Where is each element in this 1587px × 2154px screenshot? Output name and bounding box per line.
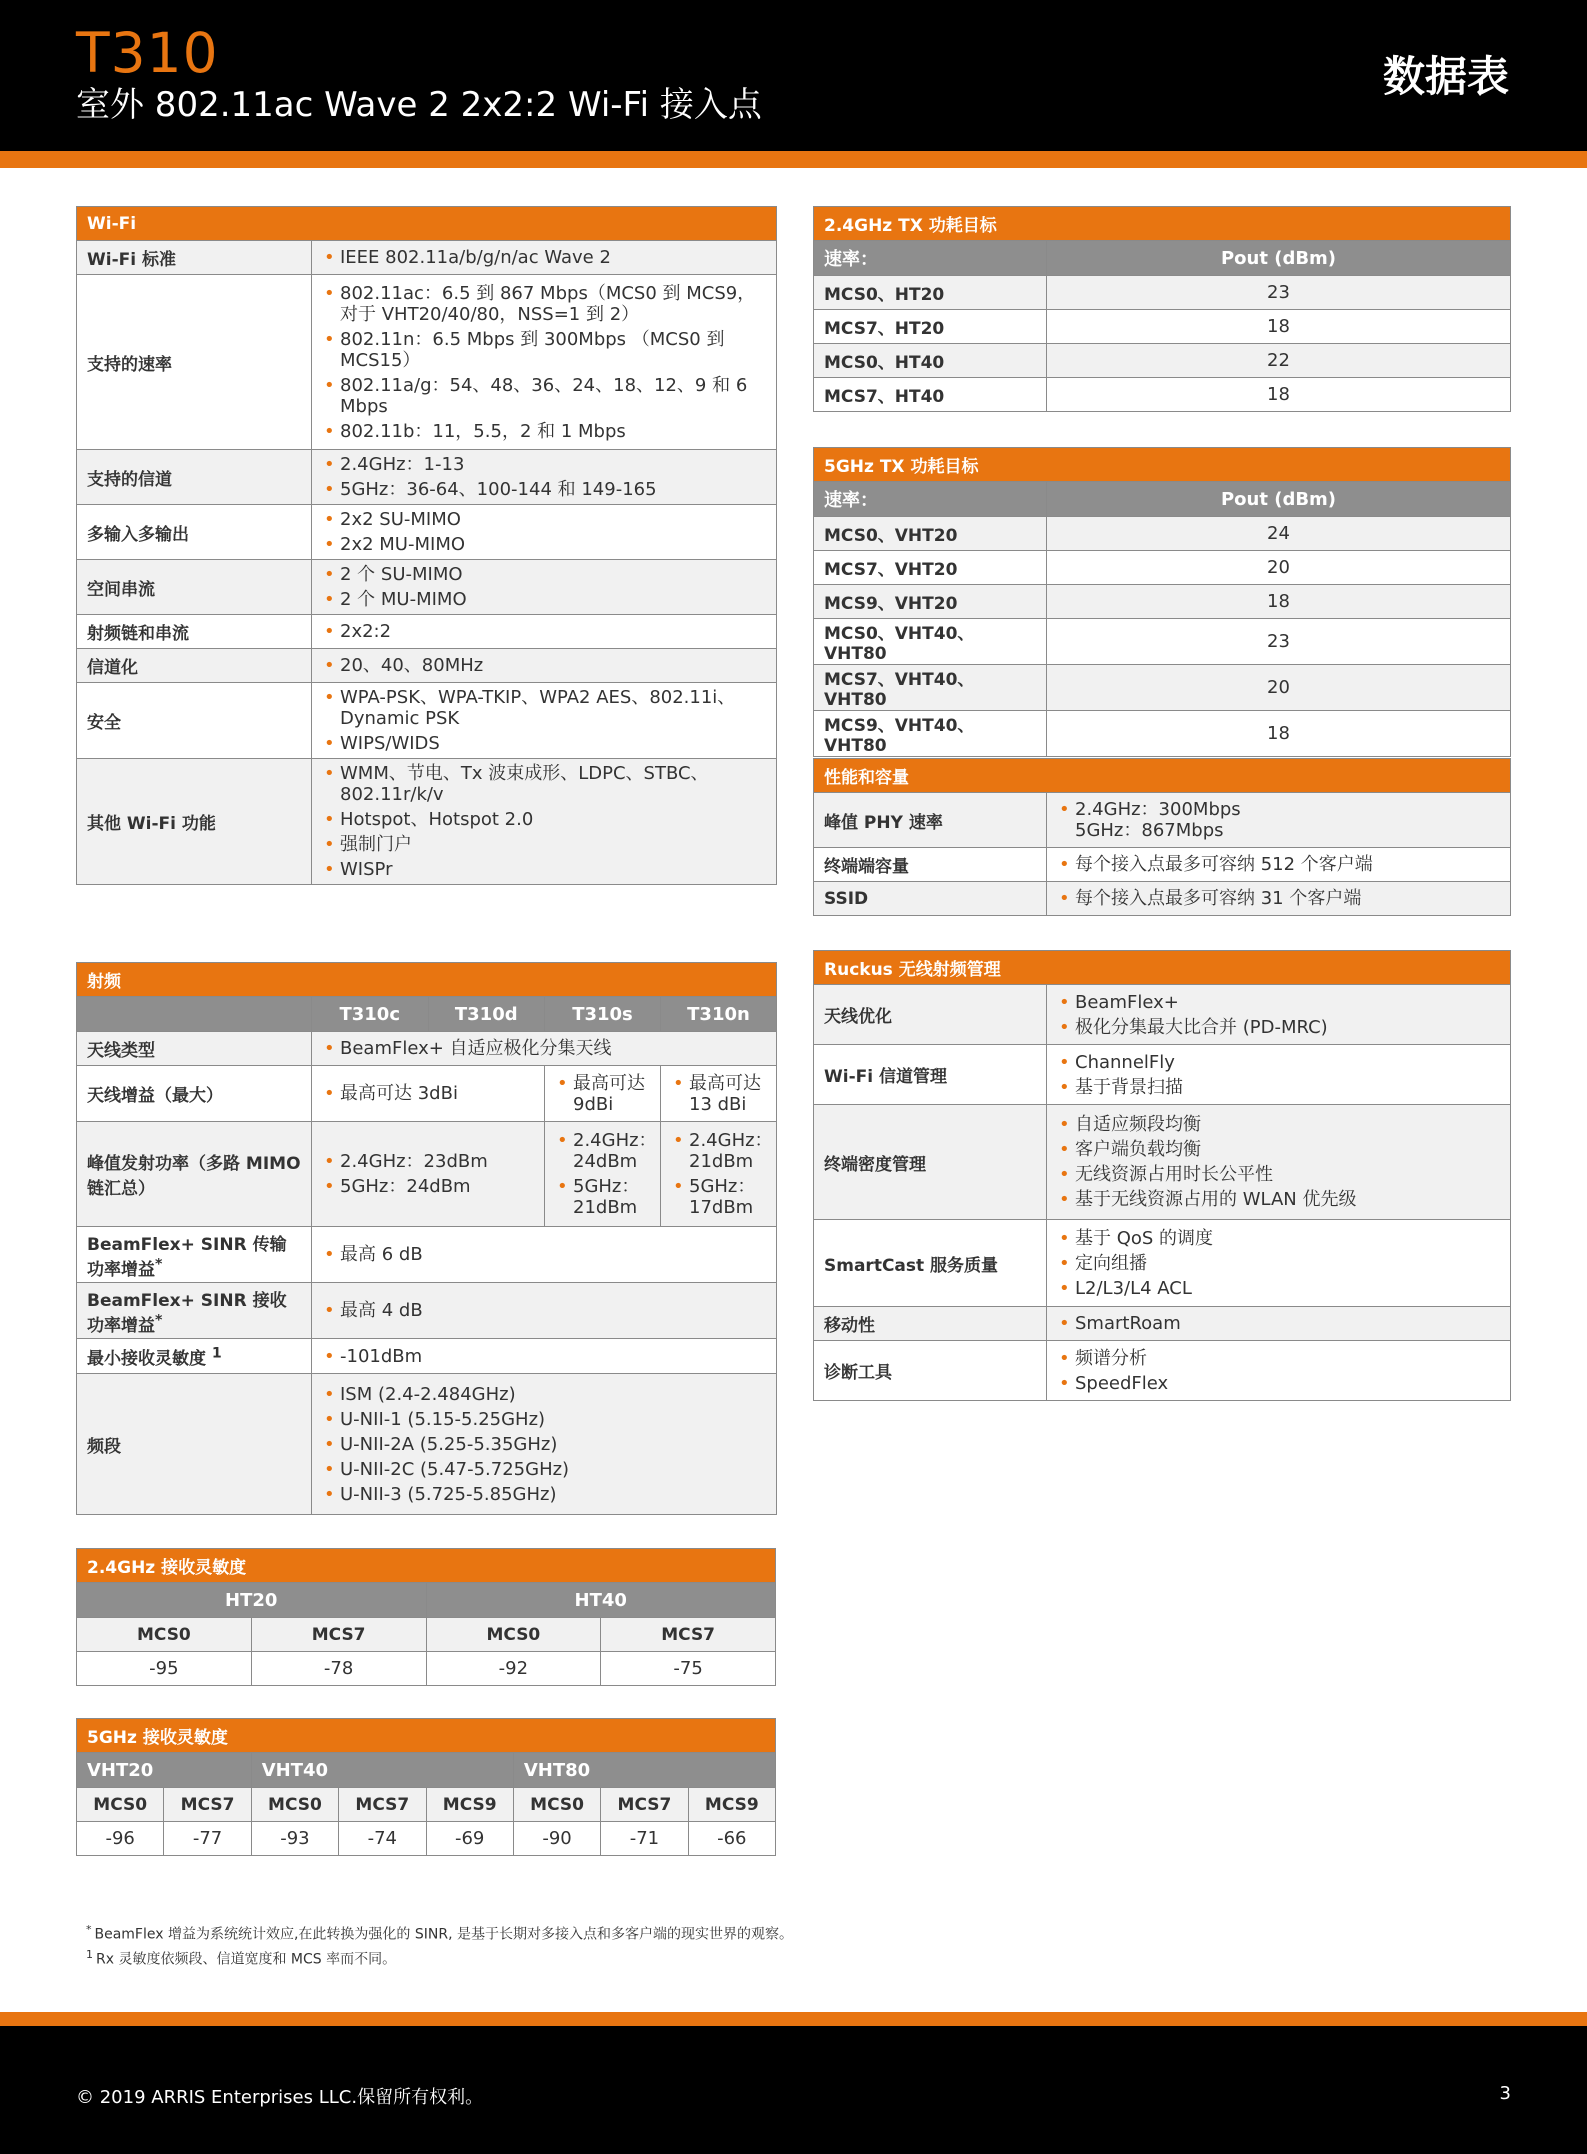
ruckus-row-value-item: • ChannelFly bbox=[1057, 1052, 1500, 1073]
perf-row bbox=[814, 793, 1511, 848]
wifi-row-value-item: • WISPr bbox=[322, 859, 766, 880]
rf-min-rx-value: • -101dBm bbox=[322, 1346, 422, 1367]
perf-row-bullet bbox=[1057, 888, 1361, 909]
ruckus-row-label: Wi-Fi 信道管理 bbox=[814, 1045, 1047, 1105]
tx5-pout: 18 bbox=[1047, 585, 1511, 619]
tx5-row bbox=[814, 551, 1511, 585]
tx24-col-rate: 速率： bbox=[814, 241, 1047, 276]
rf-band-item: • U-NII-2C (5.47-5.725GHz) bbox=[322, 1459, 766, 1480]
tx5-rate: MCS0、VHT40、VHT80 bbox=[814, 619, 1047, 665]
rx5-col-header: MCS9 bbox=[426, 1788, 513, 1822]
wifi-row-value bbox=[312, 241, 777, 275]
rx5-value: -71 bbox=[601, 1822, 688, 1856]
rf-peak-tx-s-5: • 5GHz：21dBm bbox=[555, 1176, 650, 1218]
rx5-col-header: MCS7 bbox=[601, 1788, 688, 1822]
rf-model-t310n: T310n bbox=[661, 997, 777, 1032]
rf-antenna-type-value: • BeamFlex+ 自适应极化分集天线 bbox=[322, 1038, 612, 1059]
wifi-row-value-item: • 2x2 SU-MIMO bbox=[322, 509, 766, 530]
tx5-rate: MCS7、VHT40、VHT80 bbox=[814, 665, 1047, 711]
tx5-pout: 24 bbox=[1047, 517, 1511, 551]
tx5-row bbox=[814, 619, 1511, 665]
tx5-rate: MCS0、VHT20 bbox=[814, 517, 1047, 551]
rf-antenna-type-label: 天线类型 bbox=[77, 1032, 312, 1066]
rf-min-rx-sup: 1 bbox=[211, 1344, 222, 1361]
perf-row-label: 终端端容量 bbox=[814, 848, 1047, 882]
wifi-row-value-item: • 2x2 MU-MIMO bbox=[322, 534, 766, 555]
wifi-row bbox=[77, 759, 777, 885]
wifi-row-value-list bbox=[322, 247, 766, 268]
wifi-row bbox=[77, 649, 777, 683]
wifi-row-value-item: • 2.4GHz：1-13 bbox=[322, 454, 766, 475]
rx24-col-header: MCS0 bbox=[77, 1618, 252, 1652]
rf-peak-tx-label: 峰值发射功率（多路 MIMO 链汇总） bbox=[77, 1122, 312, 1227]
rf-sinr-tx-label bbox=[77, 1227, 312, 1283]
ruckus-row-value-item: • 基于 QoS 的调度 bbox=[1057, 1228, 1500, 1249]
wifi-row-value-item: • 802.11b：11，5.5，2 和 1 Mbps bbox=[322, 421, 766, 442]
perf-row bbox=[814, 848, 1511, 882]
rf-band-item: • U-NII-1 (5.15-5.25GHz) bbox=[322, 1409, 766, 1430]
ruckus-row-value-list bbox=[1057, 1228, 1500, 1299]
tx5-pout: 23 bbox=[1047, 619, 1511, 665]
wifi-row bbox=[77, 615, 777, 649]
ruckus-row-value-item: • 客户端负载均衡 bbox=[1057, 1139, 1500, 1160]
wifi-row-label: 空间串流 bbox=[77, 560, 312, 615]
wifi-row-value bbox=[312, 560, 777, 615]
tx24-rate: MCS0、HT20 bbox=[814, 276, 1047, 310]
product-model: T310 bbox=[76, 21, 219, 85]
rf-model-t310s: T310s bbox=[545, 997, 661, 1032]
rx24-group-ht40: HT40 bbox=[426, 1583, 776, 1618]
rf-sinr-rx-sup: * bbox=[155, 1311, 163, 1328]
rf-band-item: • U-NII-3 (5.725-5.85GHz) bbox=[322, 1484, 766, 1505]
ruckus-row bbox=[814, 1307, 1511, 1341]
header-accent-bar bbox=[0, 151, 1587, 168]
wifi-row-value-item: • Hotspot、Hotspot 2.0 bbox=[322, 809, 766, 830]
tx24-row bbox=[814, 344, 1511, 378]
rf-peak-tx-s-24: • 2.4GHz：24dBm bbox=[555, 1130, 650, 1172]
wifi-row-value-item: • 802.11a/g：54、48、36、24、18、12、9 和 6 Mbps bbox=[322, 375, 766, 417]
tx24-rate: MCS7、HT40 bbox=[814, 378, 1047, 412]
rx24-col-header: MCS7 bbox=[251, 1618, 426, 1652]
rx5-col-header: MCS0 bbox=[77, 1788, 164, 1822]
ruckus-row-value-list bbox=[1057, 1313, 1500, 1334]
wifi-row-value-list bbox=[322, 763, 766, 880]
wifi-row-value-item: • WIPS/WIDS bbox=[322, 733, 766, 754]
rx5-value: -77 bbox=[164, 1822, 251, 1856]
rx5-col-header: MCS7 bbox=[339, 1788, 426, 1822]
ruckus-row bbox=[814, 1341, 1511, 1401]
footer-accent-bar bbox=[0, 2012, 1587, 2026]
tx24-rate: MCS0、HT40 bbox=[814, 344, 1047, 378]
wifi-row-label: 射频链和串流 bbox=[77, 615, 312, 649]
tx5-row bbox=[814, 665, 1511, 711]
rf-sinr-tx-sup: * bbox=[155, 1255, 163, 1272]
wifi-row bbox=[77, 505, 777, 560]
perf-row-bullet bbox=[1057, 854, 1373, 875]
perf-row-bullet bbox=[1057, 799, 1241, 841]
product-subtitle: 室外 802.11ac Wave 2 2x2:2 Wi-Fi 接入点 bbox=[76, 85, 762, 125]
wifi-row bbox=[77, 275, 777, 450]
rx24-title: 2.4GHz 接收灵敏度 bbox=[77, 1549, 776, 1583]
footnote-2-mark: 1 bbox=[86, 1947, 93, 1961]
rx5-value: -74 bbox=[339, 1822, 426, 1856]
rx5-col-header: MCS0 bbox=[251, 1788, 338, 1822]
wifi-row-value-item: • IEEE 802.11a/b/g/n/ac Wave 2 bbox=[322, 247, 766, 268]
wifi-row-value-item: • 5GHz：36-64、100-144 和 149-165 bbox=[322, 479, 766, 500]
ruckus-row-value-item: • 无线资源占用时长公平性 bbox=[1057, 1164, 1500, 1185]
ruckus-row-value bbox=[1047, 1045, 1511, 1105]
rf-sinr-tx-value: • 最高 6 dB bbox=[322, 1244, 423, 1265]
rf-sinr-rx-label bbox=[77, 1283, 312, 1339]
ruckus-row-value bbox=[1047, 1341, 1511, 1401]
footnote-1 bbox=[86, 1920, 793, 1945]
tx24-pout: 22 bbox=[1047, 344, 1511, 378]
rx24-col-header: MCS7 bbox=[601, 1618, 776, 1652]
tx5-title: 5GHz TX 功耗目标 bbox=[814, 448, 1511, 482]
tx24-row bbox=[814, 310, 1511, 344]
rx24-group-ht20: HT20 bbox=[77, 1583, 427, 1618]
tx5-rate: MCS9、VHT20 bbox=[814, 585, 1047, 619]
rf-header-models-cd bbox=[312, 997, 545, 1032]
ruckus-row bbox=[814, 1105, 1511, 1220]
rx5-group-vht20: VHT20 bbox=[77, 1753, 252, 1788]
wifi-row bbox=[77, 450, 777, 505]
wifi-row-label: 支持的信道 bbox=[77, 450, 312, 505]
ruckus-row-label: SmartCast 服务质量 bbox=[814, 1220, 1047, 1307]
wifi-row bbox=[77, 683, 777, 759]
rx5-table bbox=[76, 1718, 776, 1856]
rf-sinr-rx-label-text: BeamFlex+ SINR 接收功率增益 bbox=[87, 1290, 287, 1336]
ruckus-row-value-item: • BeamFlex+ bbox=[1057, 992, 1500, 1013]
ruckus-row-label: 天线优化 bbox=[814, 985, 1047, 1045]
wifi-row-value-list bbox=[322, 655, 766, 676]
rx24-value: -95 bbox=[77, 1652, 252, 1686]
wifi-row-value-item: • 802.11ac：6.5 到 867 Mbps（MCS0 到 MCS9，对于 VHT20/40/80，NSS=1 到 2） bbox=[322, 283, 766, 325]
wifi-table bbox=[76, 206, 777, 885]
footnote-2-text: Rx 灵敏度依频段、信道宽度和 MCS 率而不同。 bbox=[96, 1951, 397, 1968]
wifi-row-value-item: • 2 个 SU-MIMO bbox=[322, 564, 766, 585]
wifi-row-value-item: • 20、40、80MHz bbox=[322, 655, 766, 676]
rf-peak-tx-common-24: • 2.4GHz：23dBm bbox=[322, 1151, 534, 1172]
rf-antenna-gain-common: • 最高可达 3dBi bbox=[322, 1083, 458, 1104]
wifi-row-value-item: • 802.11n：6.5 Mbps 到 300Mbps （MCS0 到 MCS15） bbox=[322, 329, 766, 371]
wifi-row-value-list bbox=[322, 509, 766, 555]
perf-row-line: • 2.4GHz：300Mbps bbox=[1075, 799, 1241, 820]
ruckus-table bbox=[813, 950, 1511, 1401]
wifi-row bbox=[77, 241, 777, 275]
perf-table bbox=[813, 758, 1511, 916]
ruckus-row-value-item: • SpeedFlex bbox=[1057, 1373, 1500, 1394]
tx5-col-pout: Pout (dBm) bbox=[1047, 482, 1511, 517]
tx24-row bbox=[814, 378, 1511, 412]
footnote-1-mark: * bbox=[86, 1923, 92, 1936]
wifi-row-value-list bbox=[322, 687, 766, 754]
rf-antenna-gain-s: • 最高可达 9dBi bbox=[555, 1073, 650, 1115]
rf-bands-label: 频段 bbox=[77, 1374, 312, 1515]
rf-table bbox=[76, 962, 777, 1515]
rx5-group-vht80: VHT80 bbox=[513, 1753, 775, 1788]
ruckus-row bbox=[814, 985, 1511, 1045]
ruckus-row-value-item: • 极化分集最大比合并 (PD-MRC) bbox=[1057, 1017, 1500, 1038]
wifi-row-value-item: • WMM、节电、Tx 波束成形、LDPC、STBC、802.11r/k/v bbox=[322, 763, 766, 805]
ruckus-row-label: 移动性 bbox=[814, 1307, 1047, 1341]
tx5-row bbox=[814, 711, 1511, 757]
copyright: © 2019 ARRIS Enterprises LLC.保留所有权利。 bbox=[76, 2087, 484, 2108]
tx5-row bbox=[814, 517, 1511, 551]
wifi-row-value bbox=[312, 505, 777, 560]
ruckus-row-value-item: • 定向组播 bbox=[1057, 1253, 1500, 1274]
wifi-row-label: 信道化 bbox=[77, 649, 312, 683]
rx24-table bbox=[76, 1548, 776, 1686]
rx5-value: -90 bbox=[513, 1822, 600, 1856]
perf-title: 性能和容量 bbox=[814, 759, 1511, 793]
tx24-col-pout: Pout (dBm) bbox=[1047, 241, 1511, 276]
rx5-col-header: MCS9 bbox=[688, 1788, 775, 1822]
rx5-title: 5GHz 接收灵敏度 bbox=[77, 1719, 776, 1753]
ruckus-row-value-list bbox=[1057, 1348, 1500, 1394]
tx24-table bbox=[813, 206, 1511, 412]
wifi-row-value-list bbox=[322, 621, 766, 642]
rf-table-title: 射频 bbox=[77, 963, 777, 997]
rx24-value: -92 bbox=[426, 1652, 601, 1686]
ruckus-row-value bbox=[1047, 985, 1511, 1045]
perf-row-value bbox=[1047, 848, 1511, 882]
rf-band-item: • ISM (2.4-2.484GHz) bbox=[322, 1384, 766, 1405]
rx5-value: -66 bbox=[688, 1822, 775, 1856]
ruckus-row-label: 诊断工具 bbox=[814, 1341, 1047, 1401]
rx5-col-header: MCS7 bbox=[164, 1788, 251, 1822]
rx24-col-header: MCS0 bbox=[426, 1618, 601, 1652]
tx5-rate: MCS7、VHT20 bbox=[814, 551, 1047, 585]
wifi-row-value bbox=[312, 450, 777, 505]
ruckus-row-value bbox=[1047, 1105, 1511, 1220]
perf-row-label: SSID bbox=[814, 882, 1047, 916]
wifi-row-value-list bbox=[322, 283, 766, 442]
ruckus-row-value-item: • 频谱分析 bbox=[1057, 1348, 1500, 1369]
wifi-row-value-item: • 2 个 MU-MIMO bbox=[322, 589, 766, 610]
rf-model-t310c: T310c bbox=[312, 997, 429, 1031]
rx5-value: -69 bbox=[426, 1822, 513, 1856]
wifi-table-title: Wi-Fi bbox=[77, 207, 777, 241]
wifi-row-value bbox=[312, 615, 777, 649]
tx5-pout: 18 bbox=[1047, 711, 1511, 757]
wifi-row-value-item: • 强制门户 bbox=[322, 834, 766, 855]
tx5-pout: 20 bbox=[1047, 665, 1511, 711]
perf-row bbox=[814, 882, 1511, 916]
rx24-value: -75 bbox=[601, 1652, 776, 1686]
tx5-rate: MCS9、VHT40、VHT80 bbox=[814, 711, 1047, 757]
footnotes bbox=[86, 1920, 793, 1969]
rf-antenna-gain-n: • 最高可达 13 dBi bbox=[671, 1073, 766, 1115]
ruckus-row-value-list bbox=[1057, 992, 1500, 1038]
wifi-row-value-item: • WPA-PSK、WPA-TKIP、WPA2 AES、802.11i、Dynamic PSK bbox=[322, 687, 766, 729]
rf-peak-tx-common-5: • 5GHz：24dBm bbox=[322, 1176, 534, 1197]
ruckus-title: Ruckus 无线射频管理 bbox=[814, 951, 1511, 985]
rf-sinr-rx-value: • 最高 4 dB bbox=[322, 1300, 423, 1321]
perf-row-label: 峰值 PHY 速率 bbox=[814, 793, 1047, 848]
rf-antenna-gain-label: 天线增益（最大） bbox=[77, 1066, 312, 1122]
tx5-table bbox=[813, 447, 1511, 757]
footnote-2 bbox=[86, 1945, 793, 1970]
perf-row-value bbox=[1047, 793, 1511, 848]
document-type: 数据表 bbox=[1382, 52, 1509, 101]
rf-peak-tx-n-5: • 5GHz：17dBm bbox=[671, 1176, 766, 1218]
footnote-1-text: BeamFlex 增益为系统统计效应,在此转换为强化的 SINR, 是基于长期对多接入点和多客户端的现实世界的观察。 bbox=[94, 1926, 793, 1943]
wifi-row-value bbox=[312, 275, 777, 450]
rf-peak-tx-n-24: • 2.4GHz：21dBm bbox=[671, 1130, 766, 1172]
tx24-pout: 23 bbox=[1047, 276, 1511, 310]
rf-min-rx-label-text: 最小接收灵敏度 bbox=[87, 1348, 206, 1369]
tx5-pout: 20 bbox=[1047, 551, 1511, 585]
tx24-pout: 18 bbox=[1047, 310, 1511, 344]
wifi-row-value bbox=[312, 683, 777, 759]
tx5-col-rate: 速率： bbox=[814, 482, 1047, 517]
ruckus-row bbox=[814, 1220, 1511, 1307]
rx24-value: -78 bbox=[251, 1652, 426, 1686]
rx5-value: -96 bbox=[77, 1822, 164, 1856]
wifi-row-label: 多输入多输出 bbox=[77, 505, 312, 560]
tx24-row bbox=[814, 276, 1511, 310]
rf-sinr-tx-label-text: BeamFlex+ SINR 传输功率增益 bbox=[87, 1234, 287, 1280]
ruckus-row-value-item: • 基于背景扫描 bbox=[1057, 1077, 1500, 1098]
ruckus-row-value-item: • L2/L3/L4 ACL bbox=[1057, 1278, 1500, 1299]
ruckus-row-value bbox=[1047, 1220, 1511, 1307]
ruckus-row-value-item: • 自适应频段均衡 bbox=[1057, 1114, 1500, 1135]
ruckus-row-value bbox=[1047, 1307, 1511, 1341]
rf-header-blank bbox=[77, 997, 312, 1032]
ruckus-row-value-list bbox=[1057, 1114, 1500, 1210]
ruckus-row-value-item: • SmartRoam bbox=[1057, 1313, 1500, 1334]
wifi-row-value bbox=[312, 649, 777, 683]
perf-row-line: • 每个接入点最多可容纳 512 个客户端 bbox=[1075, 854, 1373, 875]
wifi-row-label: 安全 bbox=[77, 683, 312, 759]
wifi-row bbox=[77, 560, 777, 615]
rf-band-item: • U-NII-2A (5.25-5.35GHz) bbox=[322, 1434, 766, 1455]
perf-row-value bbox=[1047, 882, 1511, 916]
ruckus-row-label: 终端密度管理 bbox=[814, 1105, 1047, 1220]
rf-model-t310d: T310d bbox=[454, 1003, 518, 1025]
wifi-row-label: 支持的速率 bbox=[77, 275, 312, 450]
wifi-row-label: 其他 Wi-Fi 功能 bbox=[77, 759, 312, 885]
wifi-row-value bbox=[312, 759, 777, 885]
ruckus-row-value-item: • 基于无线资源占用的 WLAN 优先级 bbox=[1057, 1189, 1500, 1210]
perf-row-line: • 每个接入点最多可容纳 31 个客户端 bbox=[1075, 888, 1362, 909]
rx5-col-header: MCS0 bbox=[513, 1788, 600, 1822]
page-number: 3 bbox=[1499, 2083, 1511, 2104]
tx24-title: 2.4GHz TX 功耗目标 bbox=[814, 207, 1511, 241]
perf-row-line: 5GHz：867Mbps bbox=[1075, 820, 1224, 841]
wifi-row-label: Wi-Fi 标准 bbox=[77, 241, 312, 275]
tx24-pout: 18 bbox=[1047, 378, 1511, 412]
rf-min-rx-label bbox=[77, 1339, 312, 1374]
rf-bands-list bbox=[322, 1384, 766, 1505]
page-header bbox=[0, 0, 1587, 151]
wifi-row-value-item: • 2x2:2 bbox=[322, 621, 766, 642]
tx24-rate: MCS7、HT20 bbox=[814, 310, 1047, 344]
wifi-row-value-list bbox=[322, 454, 766, 500]
tx5-row bbox=[814, 585, 1511, 619]
wifi-row-value-list bbox=[322, 564, 766, 610]
ruckus-row-value-list bbox=[1057, 1052, 1500, 1098]
rx5-value: -93 bbox=[251, 1822, 338, 1856]
rx5-group-vht40: VHT40 bbox=[251, 1753, 513, 1788]
ruckus-row bbox=[814, 1045, 1511, 1105]
